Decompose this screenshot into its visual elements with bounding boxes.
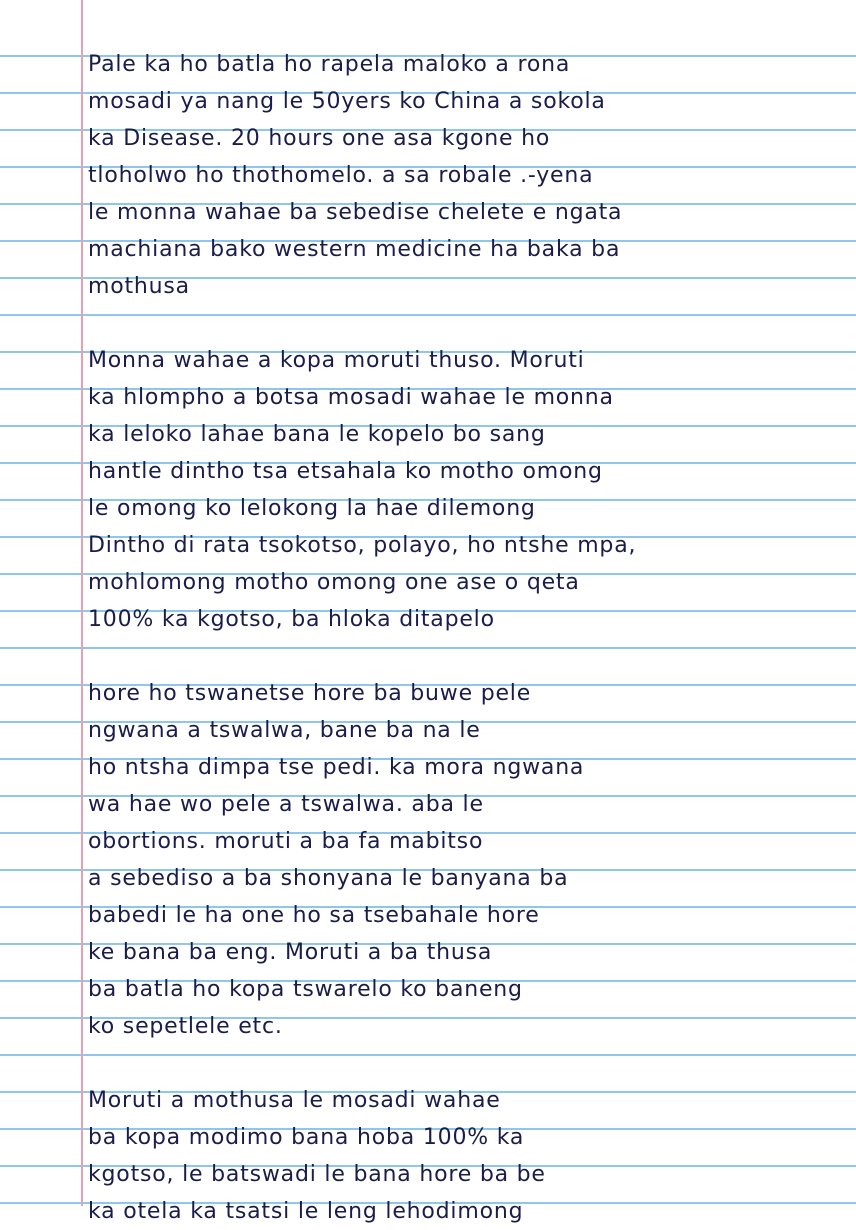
text-line: ba kopa modimo bana hoba 100% ka (88, 1125, 525, 1150)
blank-line (88, 305, 850, 342)
margin-line (81, 0, 83, 1206)
paragraph-1 (88, 46, 850, 305)
text-line: ka otela ka tsatsi le leng lehodimong (88, 1199, 524, 1224)
text-line: Monna wahae a kopa moruti thuso. Moruti (88, 348, 585, 373)
text-line: hantle dintho tsa etsahala ko motho omong (88, 459, 603, 484)
text-line: ka leloko lahae bana le kopelo bo sang (88, 422, 546, 447)
text-line: babedi le ha one ho sa tsebahale hore (88, 903, 540, 928)
text-line: ka hlompho a botsa mosadi wahae le monna (88, 385, 614, 410)
text-line: ho ntsha dimpa tse pedi. ka mora ngwana (88, 755, 585, 780)
text-line: wa hae wo pele a tswalwa. aba le (88, 792, 484, 817)
text-line: tloholwo ho thothomelo. a sa robale .-yena (88, 163, 594, 188)
text-line: Dintho di rata tsokotso, polayo, ho ntshe mpa, (88, 533, 637, 558)
text-line: ke bana ba eng. Moruti a ba thusa (88, 940, 493, 965)
text-line: le omong ko lelokong la hae dilemong (88, 496, 536, 521)
text-line: kgotso, le batswadi le bana hore ba be (88, 1162, 546, 1187)
text-line: obortions. moruti a ba fa mabitso (88, 829, 484, 854)
text-line: ko sepetlele etc. (88, 1014, 283, 1039)
text-line: Pale ka ho batla ho rapela maloko a rona (88, 52, 571, 77)
blank-line (88, 638, 850, 675)
text-line: le monna wahae ba sebedise chelete e ngata (88, 200, 623, 225)
text-line: Moruti a mothusa le mosadi wahae (88, 1088, 501, 1113)
handwritten-text (88, 46, 850, 1230)
text-line: ngwana a tswalwa, bane ba na le (88, 718, 481, 743)
text-line: mohlomong motho omong one ase o qeta (88, 570, 580, 595)
paragraph-4 (88, 1082, 850, 1230)
text-line: mothusa (88, 274, 190, 299)
text-line: ba batla ho kopa tswarelo ko baneng (88, 977, 523, 1002)
paragraph-3 (88, 675, 850, 1045)
text-line: a sebediso a ba shonyana le banyana ba (88, 866, 569, 891)
text-line: hore ho tswanetse hore ba buwe pele (88, 681, 532, 706)
text-line: ka Disease. 20 hours one asa kgone ho (88, 126, 551, 151)
paragraph-2 (88, 342, 850, 638)
text-line: 100% ka kgotso, ba hloka ditapelo (88, 607, 495, 632)
text-line: machiana bako western medicine ha baka ba (88, 237, 621, 262)
text-line: mosadi ya nang le 50yers ko China a sokola (88, 89, 606, 114)
blank-line (88, 1045, 850, 1082)
